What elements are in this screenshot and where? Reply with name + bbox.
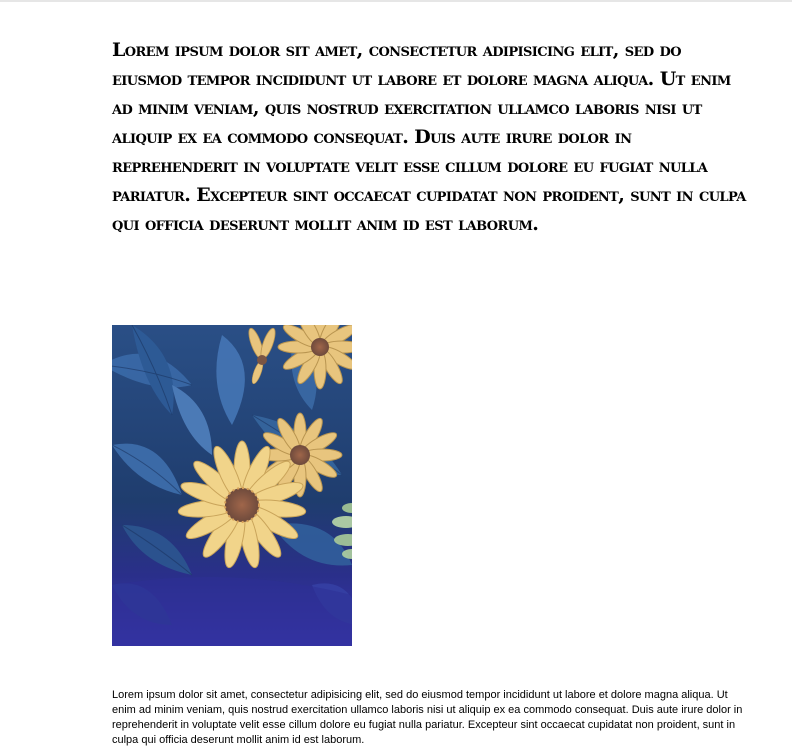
flower-illustration <box>112 325 352 646</box>
body-paragraph: Lorem ipsum dolor sit amet, consectetur adipisicing elit, sed do eiusmod tempor incididunt ut labore et dolore magna aliqua. Ut enim ad minim veniam, quis nostrud exercitation ullamco laboris nisi ut aliquip ex ea commodo consequat. Duis aute irure dolor in reprehenderit in voluptate velit esse cillum dolore eu fugiat nulla pariatur. Excepteur sint occaecat cupidatat non proident, sunt in culpa qui officia deserunt mollit anim id est laborum. <box>112 689 743 746</box>
page-top-border <box>0 0 792 2</box>
flower-photo <box>112 325 352 646</box>
document-heading: Lorem ipsum dolor sit amet, consectetur adipisicing elit, sed do eiusmod tempor incididunt ut labore et dolore magna aliqua. Ut enim ad minim veniam, quis nostrud exercitation ullamco laboris nisi ut aliquip ex ea commodo consequat. Duis aute irure dolor in reprehenderit in voluptate velit esse cillum dolore eu fugiat nulla pariatur. Excepteur sint occaecat cupidatat non proident, sunt in culpa qui officia deserunt mollit anim id est laborum. <box>112 39 746 235</box>
